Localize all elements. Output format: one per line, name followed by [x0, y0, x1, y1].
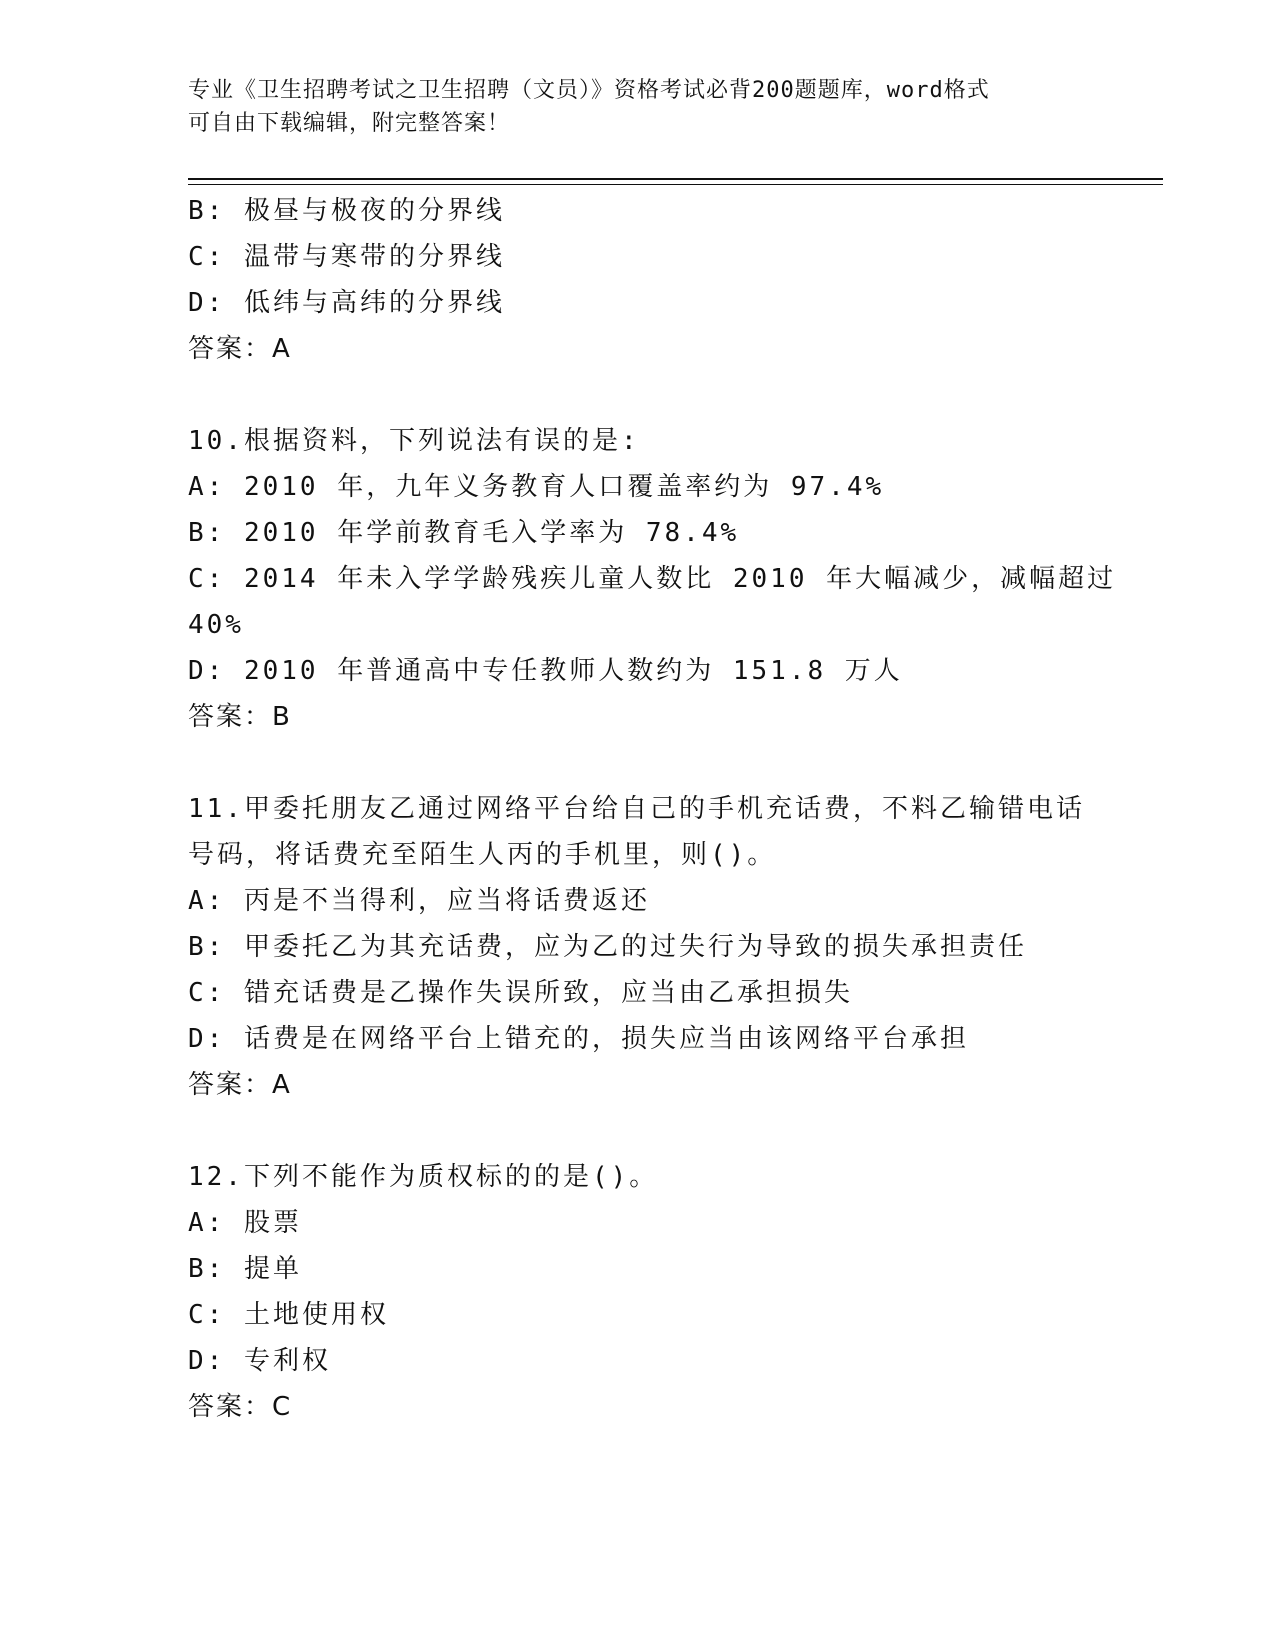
q9-option-d: D: 低纬与高纬的分界线 [188, 288, 505, 318]
q11-question-line-1: 11.甲委托朋友乙通过网络平台给自己的手机充话费，不料乙输错电话 [188, 794, 1085, 824]
q12-answer: 答案：C [188, 1392, 293, 1422]
question-12 [188, 1154, 1088, 1430]
question-9-tail [188, 188, 1088, 372]
q10-option-b: B: 2010 年学前教育毛入学率为 78.4% [188, 518, 740, 548]
q12-option-d: D: 专利权 [188, 1346, 331, 1376]
header-title-line-2: 可自由下载编辑，附完整答案！ [188, 111, 511, 136]
q11-option-c: C: 错充话费是乙操作失误所致，应当由乙承担损失 [188, 978, 853, 1008]
question-list [188, 188, 1117, 1430]
q9-option-b: B: 极昼与极夜的分界线 [188, 196, 505, 226]
q9-option-c: C: 温带与寒带的分界线 [188, 242, 505, 272]
document-header [188, 74, 1088, 140]
spacer [188, 372, 1088, 418]
q11-option-a: A: 丙是不当得利，应当将话费返还 [188, 886, 650, 916]
question-11 [188, 786, 1088, 1108]
q10-option-c-line-2: 40% [188, 610, 244, 640]
q11-option-d: D: 话费是在网络平台上错充的，损失应当由该网络平台承担 [188, 1024, 969, 1054]
q11-option-b: B: 甲委托乙为其充话费，应为乙的过失行为导致的损失承担责任 [188, 932, 1027, 962]
q10-option-a: A: 2010 年，九年义务教育人口覆盖率约为 97.4% [188, 472, 885, 502]
question-10 [188, 418, 1117, 740]
q10-question: 10.根据资料，下列说法有误的是: [188, 426, 640, 456]
q10-answer: 答案：B [188, 702, 292, 732]
q12-option-c: C: 土地使用权 [188, 1300, 389, 1330]
q10-option-c-line-1: C: 2014 年未入学学龄残疾儿童人数比 2010 年大幅减少，减幅超过 [188, 564, 1117, 594]
spacer [188, 740, 1088, 786]
q12-option-a: A: 股票 [188, 1208, 302, 1238]
q10-option-d: D: 2010 年普通高中专任教师人数约为 151.8 万人 [188, 656, 903, 686]
spacer [188, 1108, 1088, 1154]
q11-question-line-2: 号码，将话费充至陌生人丙的手机里，则()。 [188, 840, 777, 870]
header-divider-thick [188, 178, 1163, 180]
q9-answer: 答案：A [188, 334, 292, 364]
q12-option-b: B: 提单 [188, 1254, 302, 1284]
q12-question: 12.下列不能作为质权标的的是()。 [188, 1162, 659, 1192]
header-divider-thin [188, 184, 1163, 185]
header-title-line-1: 专业《卫生招聘考试之卫生招聘（文员）》资格考试必背200题题库，word格式 [188, 78, 990, 103]
q11-answer: 答案：A [188, 1070, 292, 1100]
